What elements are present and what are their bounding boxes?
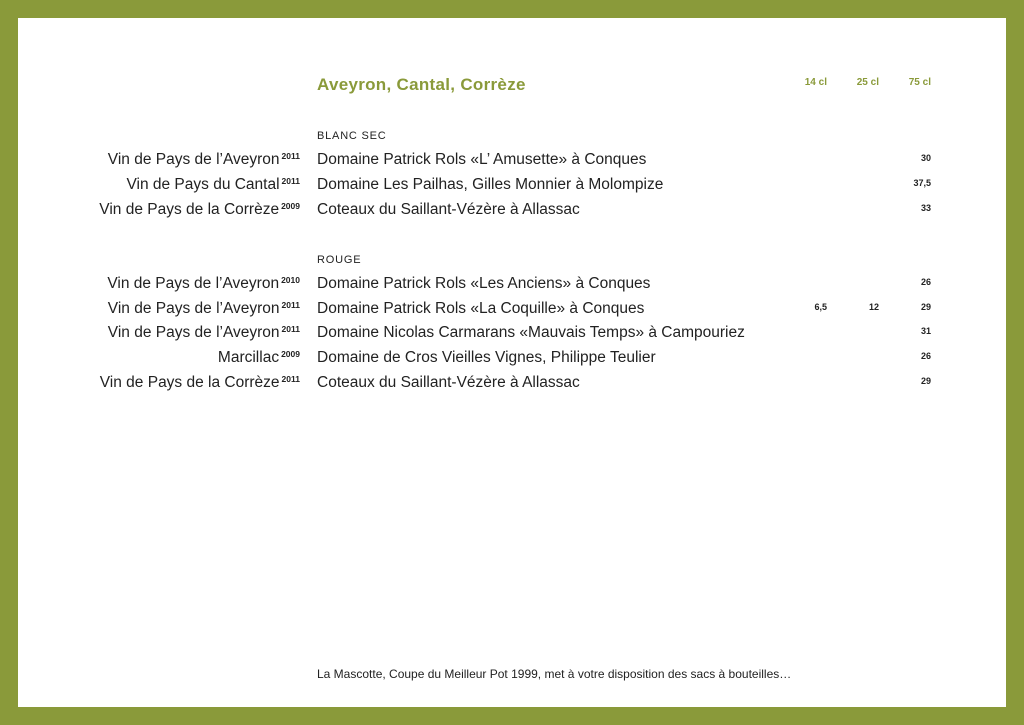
menu-page [18,18,1006,707]
appellation [108,324,300,342]
price-14cl: 6,5 [814,302,827,312]
column-header-14cl: 14 cl [804,77,827,88]
wine-row [18,201,1006,223]
wine-row [18,374,1006,396]
producer: Domaine Patrick Rols «La Coquille» à Conques [317,300,645,317]
wine-row [18,176,1006,198]
vintage: 2011 [281,176,300,186]
wine-row [18,300,1006,322]
price-25cl: 12 [868,302,879,312]
appellation [100,374,300,392]
page-title: Aveyron, Cantal, Corrèze [317,75,526,94]
vintage: 2011 [281,324,300,334]
appellation-name: Marcillac [217,349,280,366]
vintage: 2010 [281,275,300,285]
appellation-name: Vin de Pays de l’Aveyron [107,151,280,168]
wine-row [18,151,1006,173]
section-heading-rouge: ROUGE [317,254,362,266]
price-75cl: 30 [920,153,931,163]
price-75cl: 37,5 [913,178,931,188]
wine-row [18,349,1006,371]
price-75cl: 26 [920,351,931,361]
appellation [99,201,300,219]
footer-note: La Mascotte, Coupe du Meilleur Pot 1999, met à votre disposition des sacs à bouteilles… [317,667,792,681]
producer: Domaine Patrick Rols «Les Anciens» à Conques [317,275,651,292]
column-header-25cl: 25 cl [856,77,879,88]
appellation-name: Vin de Pays de l’Aveyron [107,300,280,317]
vintage: 2009 [281,201,300,211]
appellation [108,300,300,318]
vintage: 2011 [281,374,300,384]
vintage: 2009 [281,349,300,359]
appellation-name: Vin de Pays du Cantal [126,176,280,193]
wine-row [18,324,1006,346]
column-header-75cl: 75 cl [908,77,931,88]
price-75cl: 29 [920,302,931,312]
wine-row [18,275,1006,297]
producer: Domaine de Cros Vieilles Vignes, Philippe Teulier [317,349,656,366]
producer: Coteaux du Saillant-Vézère à Allassac [317,374,580,391]
appellation [218,349,300,367]
producer: Domaine Patrick Rols «L’ Amusette» à Conques [317,151,647,168]
appellation-name: Vin de Pays de l’Aveyron [107,275,280,292]
vintage: 2011 [281,151,300,161]
appellation-name: Vin de Pays de l’Aveyron [107,324,280,341]
price-75cl: 33 [920,203,931,213]
appellation [126,176,300,194]
price-75cl: 29 [920,376,931,386]
price-75cl: 31 [920,326,931,336]
appellation [107,275,300,293]
appellation [108,151,300,169]
appellation-name: Vin de Pays de la Corrèze [99,201,280,218]
producer: Coteaux du Saillant-Vézère à Allassac [317,201,580,218]
section-heading-blanc-sec: BLANC SEC [317,130,387,142]
price-75cl: 26 [920,277,931,287]
producer: Domaine Nicolas Carmarans «Mauvais Temps» à Campouriez [317,324,745,341]
producer: Domaine Les Pailhas, Gilles Monnier à Molompize [317,176,664,193]
vintage: 2011 [281,300,300,310]
appellation-name: Vin de Pays de la Corrèze [99,374,280,391]
